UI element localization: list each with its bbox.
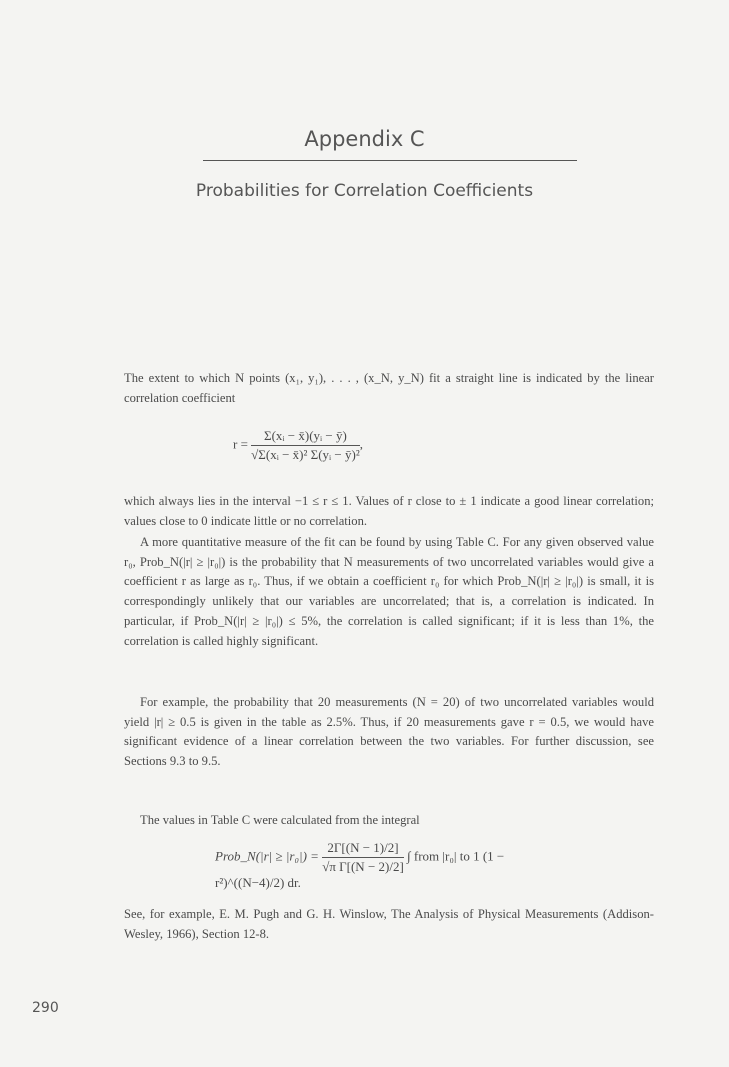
interval-paragraph: which always lies in the interval −1 ≤ r ≤ 1. Values of r close to ± 1 indicate a good linear correlation; values close to 0 indicate little or no correlation. [124, 494, 654, 528]
reference-paragraph: See, for example, E. M. Pugh and G. H. Winslow, The Analysis of Physical Measurements (Addison-Wesley, 1966), Section 12-8. [124, 907, 654, 941]
probability-integral-equation [215, 840, 525, 898]
eq1-trail: , [359, 436, 363, 452]
eq2-denominator: √π Γ[(N − 2)/2] [322, 859, 404, 874]
correlation-equation [233, 428, 493, 486]
eq1-denominator: √Σ(xᵢ − x̄)² Σ(yᵢ − ȳ)² [251, 447, 360, 462]
example-paragraph: For example, the probability that 20 measurements (N = 20) of two uncorrelated variables would yield |r| ≥ 0.5 is given in the table as 2.5%. Thus, if 20 measurements gave r = 0.5, we would have significant evidence of a linear correlation between the two variables. For further discussion, see Sections 9.3 to 9.5. [124, 695, 654, 769]
eq2-lhs: Prob_N(|r| ≥ |r₀|) = [215, 848, 319, 864]
eq2-numerator: 2Γ[(N − 1)/2] [322, 840, 404, 858]
eq1-lhs: r = [233, 436, 248, 452]
title-rule [203, 160, 577, 161]
eq1-fraction [251, 428, 360, 463]
eq2-fraction [322, 840, 404, 875]
eq1-numerator: Σ(xᵢ − x̄)(yᵢ − ȳ) [251, 428, 360, 446]
quantitative-paragraph: A more quantitative measure of the fit can be found by using Table C. For any given observed value r₀, Prob_N(|r| ≥ |r₀|) is the probability that N measurements of two uncorrelated variables would give a coefficient r as large as r₀. Thus, if we obtain a coefficient r₀ for which Prob_N(|r| ≥ |r₀|) is small, it is correspondingly unlikely that our variables are uncorrelated; that is, a correlation is indicated. In particular, if Prob_N(|r| ≥ |r₀|) ≤ 5%, the correlation is called significant; if it is less than 1%, the correlation is called highly significant. [124, 535, 654, 648]
eq2-integral: ∫ from |r₀| to 1 (1 − r²)^((N−4)/2) dr. [215, 848, 505, 890]
appendix-label: Appendix C [304, 127, 425, 151]
intro-paragraph: The extent to which N points (x₁, y₁), . . . , (x_N, y_N) fit a straight line is indicated by the linear correlation coefficient [124, 371, 654, 405]
integral-intro-paragraph: The values in Table C were calculated from the integral [140, 813, 420, 827]
page-title: Probabilities for Correlation Coefficients [195, 181, 534, 201]
page-number: 290 [32, 1000, 59, 1016]
